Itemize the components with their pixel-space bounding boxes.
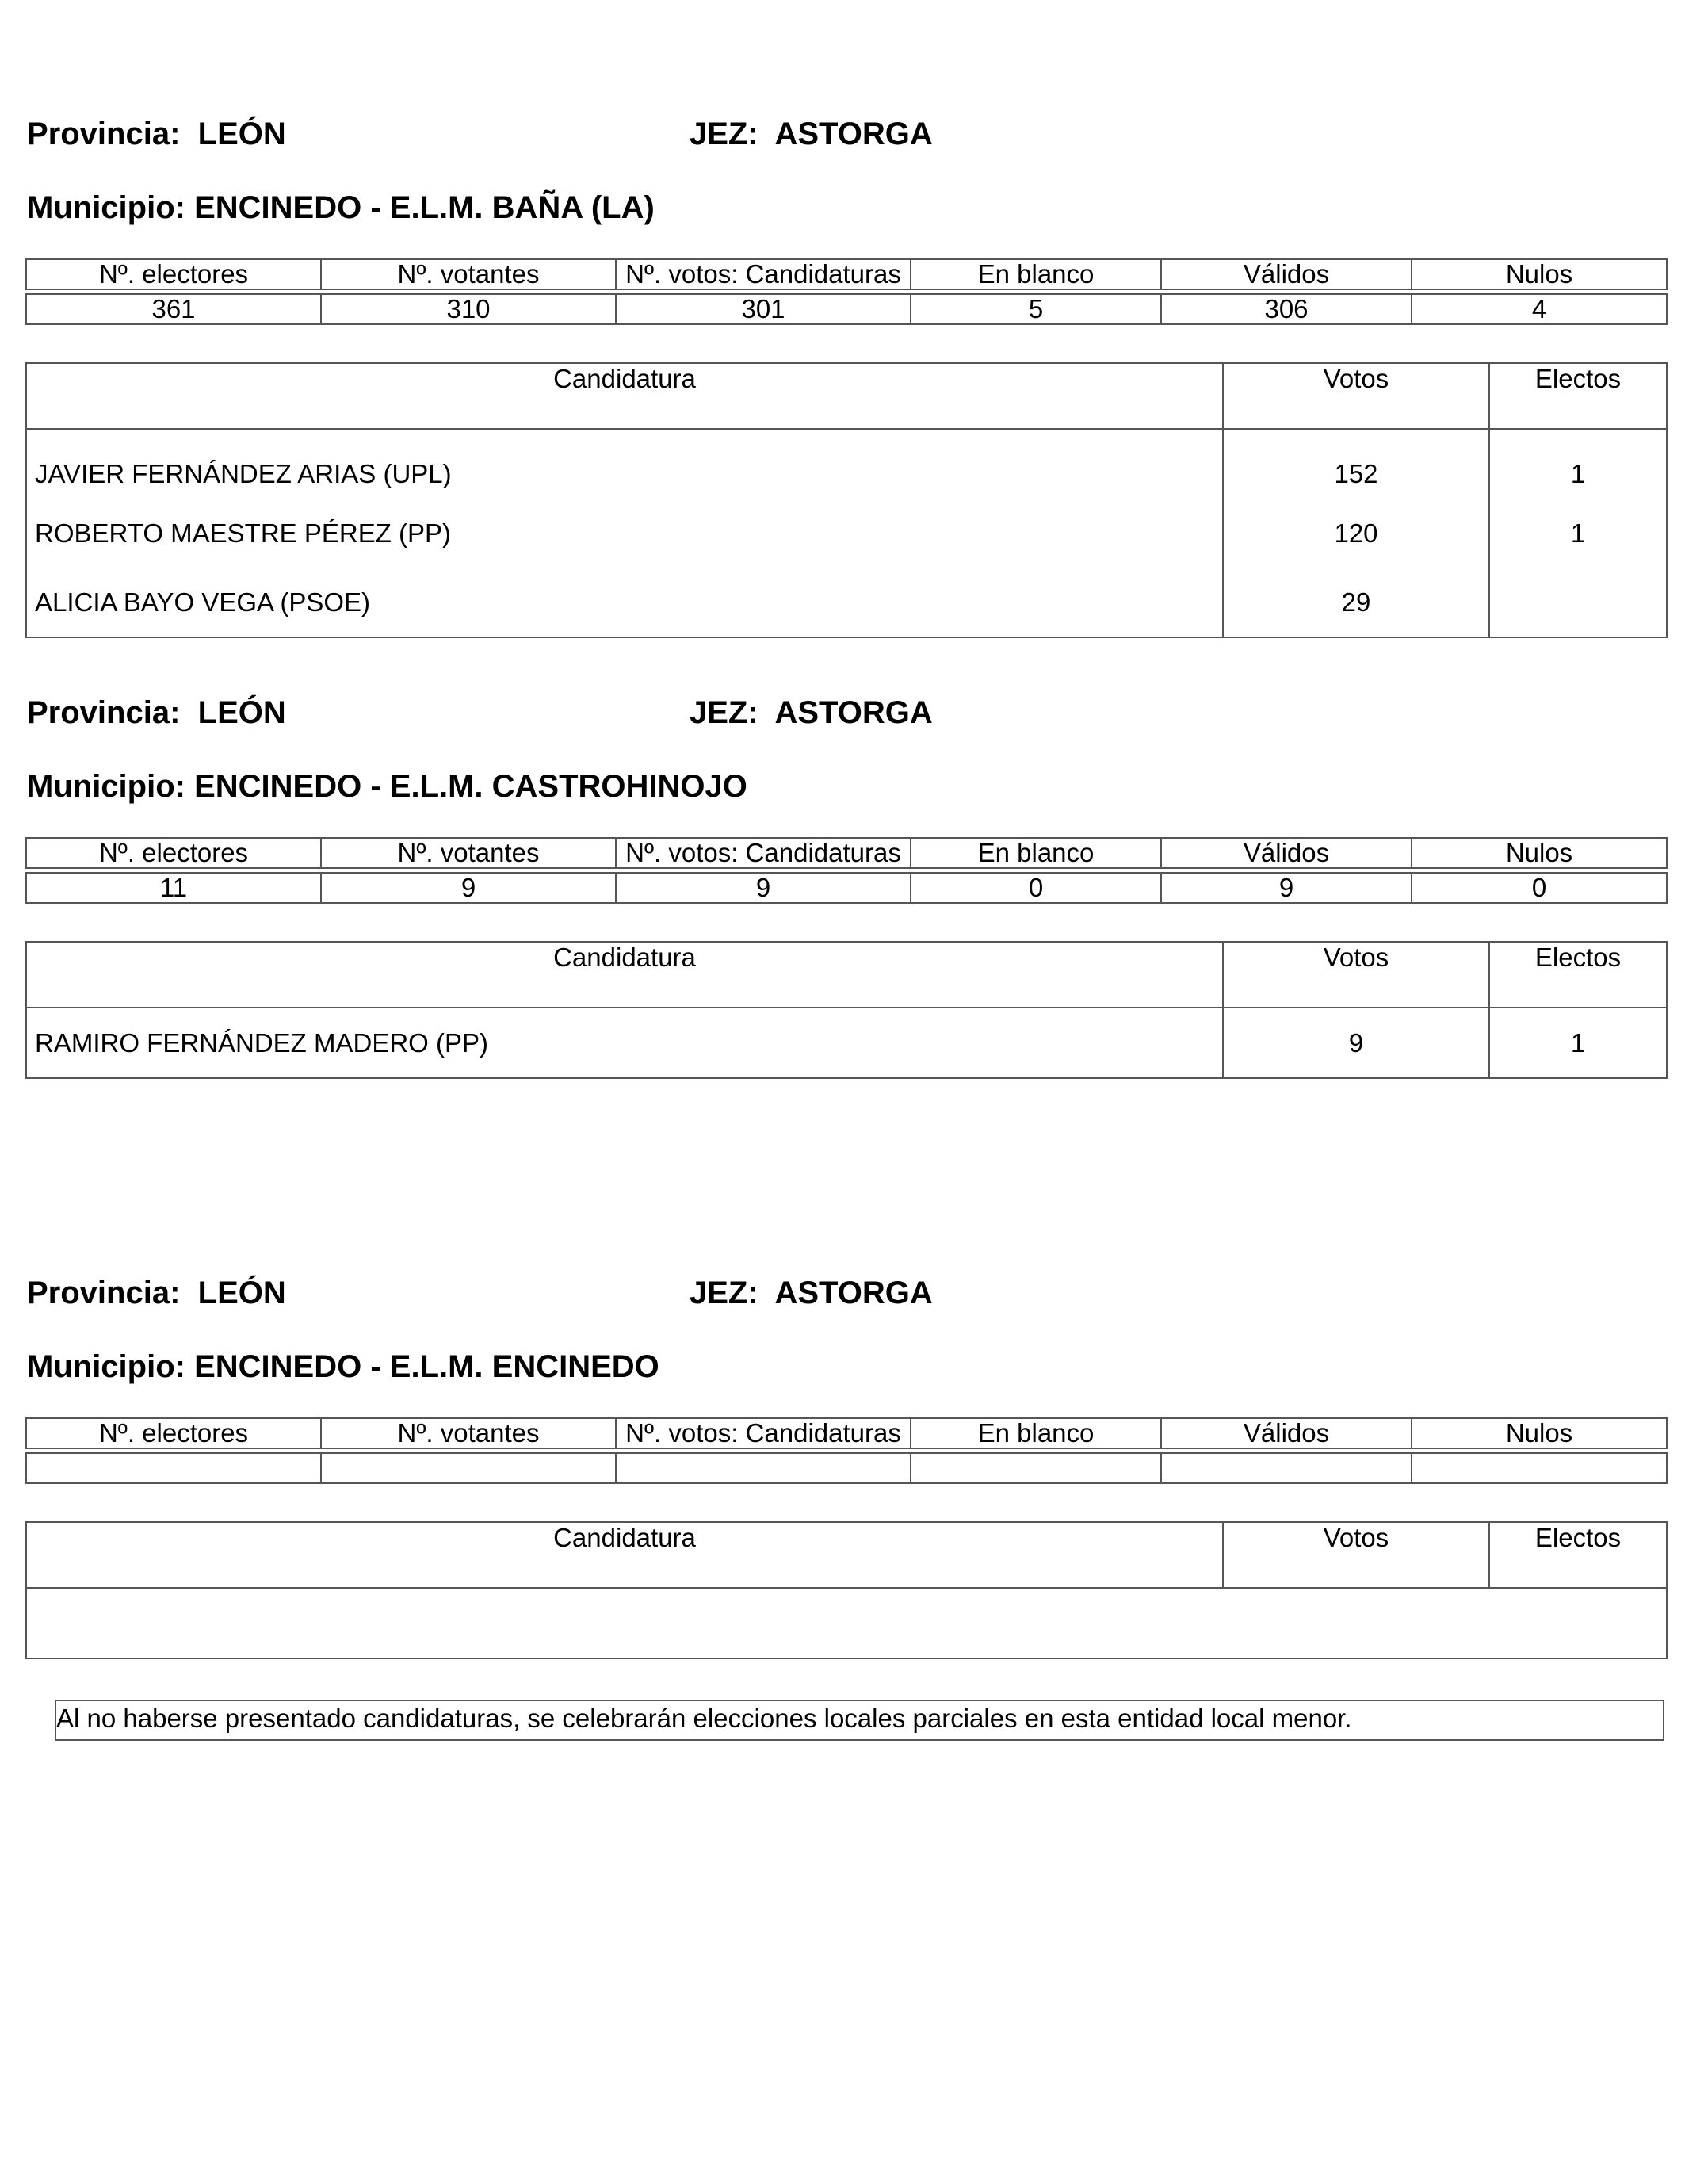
stats-table: [25, 258, 1668, 325]
candidate-votes: 120: [1223, 499, 1489, 568]
candidate-name: RAMIRO FERNÁNDEZ MADERO (PP): [26, 1008, 1223, 1078]
municipio-heading: Municipio: ENCINEDO - E.L.M. BAÑA (LA): [27, 190, 655, 225]
stats-value-cell: [1412, 1453, 1667, 1483]
stats-header-cell: En blanco: [911, 1418, 1161, 1448]
stats-header-cell: Nº. votos: Candidaturas: [616, 838, 911, 868]
municipality-section: [0, 0, 1685, 617]
stats-header-cell: Nº. votantes: [321, 838, 616, 868]
stats-header-cell: Válidos: [1161, 259, 1412, 289]
municipio-heading: Municipio: ENCINEDO - E.L.M. ENCINEDO: [27, 1349, 659, 1384]
stats-value-cell: [616, 1453, 911, 1483]
provincia-heading: Provincia: LEÓN: [27, 117, 286, 151]
electos-header: Electos: [1489, 1522, 1667, 1588]
stats-header-cell: Válidos: [1161, 838, 1412, 868]
stats-header-row: [26, 838, 1667, 868]
stats-value-cell: [911, 1453, 1161, 1483]
provincia-heading: Provincia: LEÓN: [27, 695, 286, 730]
candidate-votes: [1223, 1588, 1489, 1658]
candidatura-header: Candidatura: [26, 1522, 1223, 1588]
partial-elections-note: Al no haberse presentado candidaturas, se celebrarán elecciones locales parciales en esta entidad local menor.: [55, 1700, 1664, 1741]
candidate-votes: 152: [1223, 429, 1489, 499]
municipality-section: [0, 579, 1685, 1149]
stats-header-cell: Nº. votos: Candidaturas: [616, 259, 911, 289]
candidate-row: [26, 1008, 1667, 1078]
candidate-name: ALICIA BAYO VEGA (PSOE): [26, 568, 1223, 637]
candidatura-header: Candidatura: [26, 942, 1223, 1008]
candidate-elected: 1: [1489, 1008, 1667, 1078]
jez-heading: JEZ: ASTORGA: [690, 695, 933, 730]
stats-value-cell: 11: [26, 873, 321, 903]
jez-heading: JEZ: ASTORGA: [690, 117, 933, 151]
stats-header-cell: En blanco: [911, 259, 1161, 289]
candidate-row: [26, 1588, 1667, 1658]
candidate-elected: [1489, 1588, 1667, 1658]
stats-value-cell: 0: [911, 873, 1161, 903]
votos-header: Votos: [1223, 363, 1489, 429]
stats-value-cell: [321, 1453, 616, 1483]
stats-value-cell: 9: [321, 873, 616, 903]
stats-header-cell: Nº. electores: [26, 838, 321, 868]
stats-value-cell: 306: [1161, 294, 1412, 324]
stats-header-cell: Nº. electores: [26, 259, 321, 289]
candidate-name: JAVIER FERNÁNDEZ ARIAS (UPL): [26, 429, 1223, 499]
stats-header-cell: Nº. electores: [26, 1418, 321, 1448]
stats-value-cell: 4: [1412, 294, 1667, 324]
candidate-name: [26, 1588, 1223, 1658]
votos-header: Votos: [1223, 1522, 1489, 1588]
electos-header: Electos: [1489, 942, 1667, 1008]
stats-header-cell: Nulos: [1412, 838, 1667, 868]
stats-header-row: [26, 1418, 1667, 1448]
stats-value-cell: 0: [1412, 873, 1667, 903]
votos-header: Votos: [1223, 942, 1489, 1008]
candidates-table: [25, 1521, 1668, 1659]
stats-value-cell: [26, 1453, 321, 1483]
stats-value-cell: 361: [26, 294, 321, 324]
electos-header: Electos: [1489, 363, 1667, 429]
stats-header-cell: En blanco: [911, 838, 1161, 868]
candidates-header-row: [26, 1522, 1667, 1588]
stats-header-cell: Nº. votantes: [321, 1418, 616, 1448]
candidate-row: [26, 499, 1667, 568]
candidates-header-row: [26, 942, 1667, 1008]
stats-value-row: [26, 1453, 1667, 1483]
stats-value-cell: 9: [616, 873, 911, 903]
stats-value-cell: 310: [321, 294, 616, 324]
candidate-votes: 9: [1223, 1008, 1489, 1078]
candidate-votes: 29: [1223, 568, 1489, 637]
stats-value-cell: 301: [616, 294, 911, 324]
candidate-elected: 1: [1489, 499, 1667, 568]
candidate-elected: 1: [1489, 429, 1667, 499]
stats-value-row: [26, 294, 1667, 324]
stats-value-row: [26, 873, 1667, 903]
stats-header-cell: Válidos: [1161, 1418, 1412, 1448]
stats-table: [25, 837, 1668, 904]
municipality-section: [0, 1159, 1685, 1730]
stats-value-cell: [1161, 1453, 1412, 1483]
stats-header-row: [26, 259, 1667, 289]
stats-header-cell: Nº. votantes: [321, 259, 616, 289]
stats-header-cell: Nulos: [1412, 259, 1667, 289]
stats-value-cell: 9: [1161, 873, 1412, 903]
candidates-header-row: [26, 363, 1667, 429]
jez-heading: JEZ: ASTORGA: [690, 1276, 933, 1310]
stats-header-cell: Nº. votos: Candidaturas: [616, 1418, 911, 1448]
candidatura-header: Candidatura: [26, 363, 1223, 429]
candidate-name: ROBERTO MAESTRE PÉREZ (PP): [26, 499, 1223, 568]
stats-table: [25, 1417, 1668, 1484]
stats-value-cell: 5: [911, 294, 1161, 324]
provincia-heading: Provincia: LEÓN: [27, 1276, 286, 1310]
municipio-heading: Municipio: ENCINEDO - E.L.M. CASTROHINOJO: [27, 769, 747, 804]
candidates-table: [25, 941, 1668, 1079]
candidate-row: [26, 429, 1667, 499]
stats-header-cell: Nulos: [1412, 1418, 1667, 1448]
